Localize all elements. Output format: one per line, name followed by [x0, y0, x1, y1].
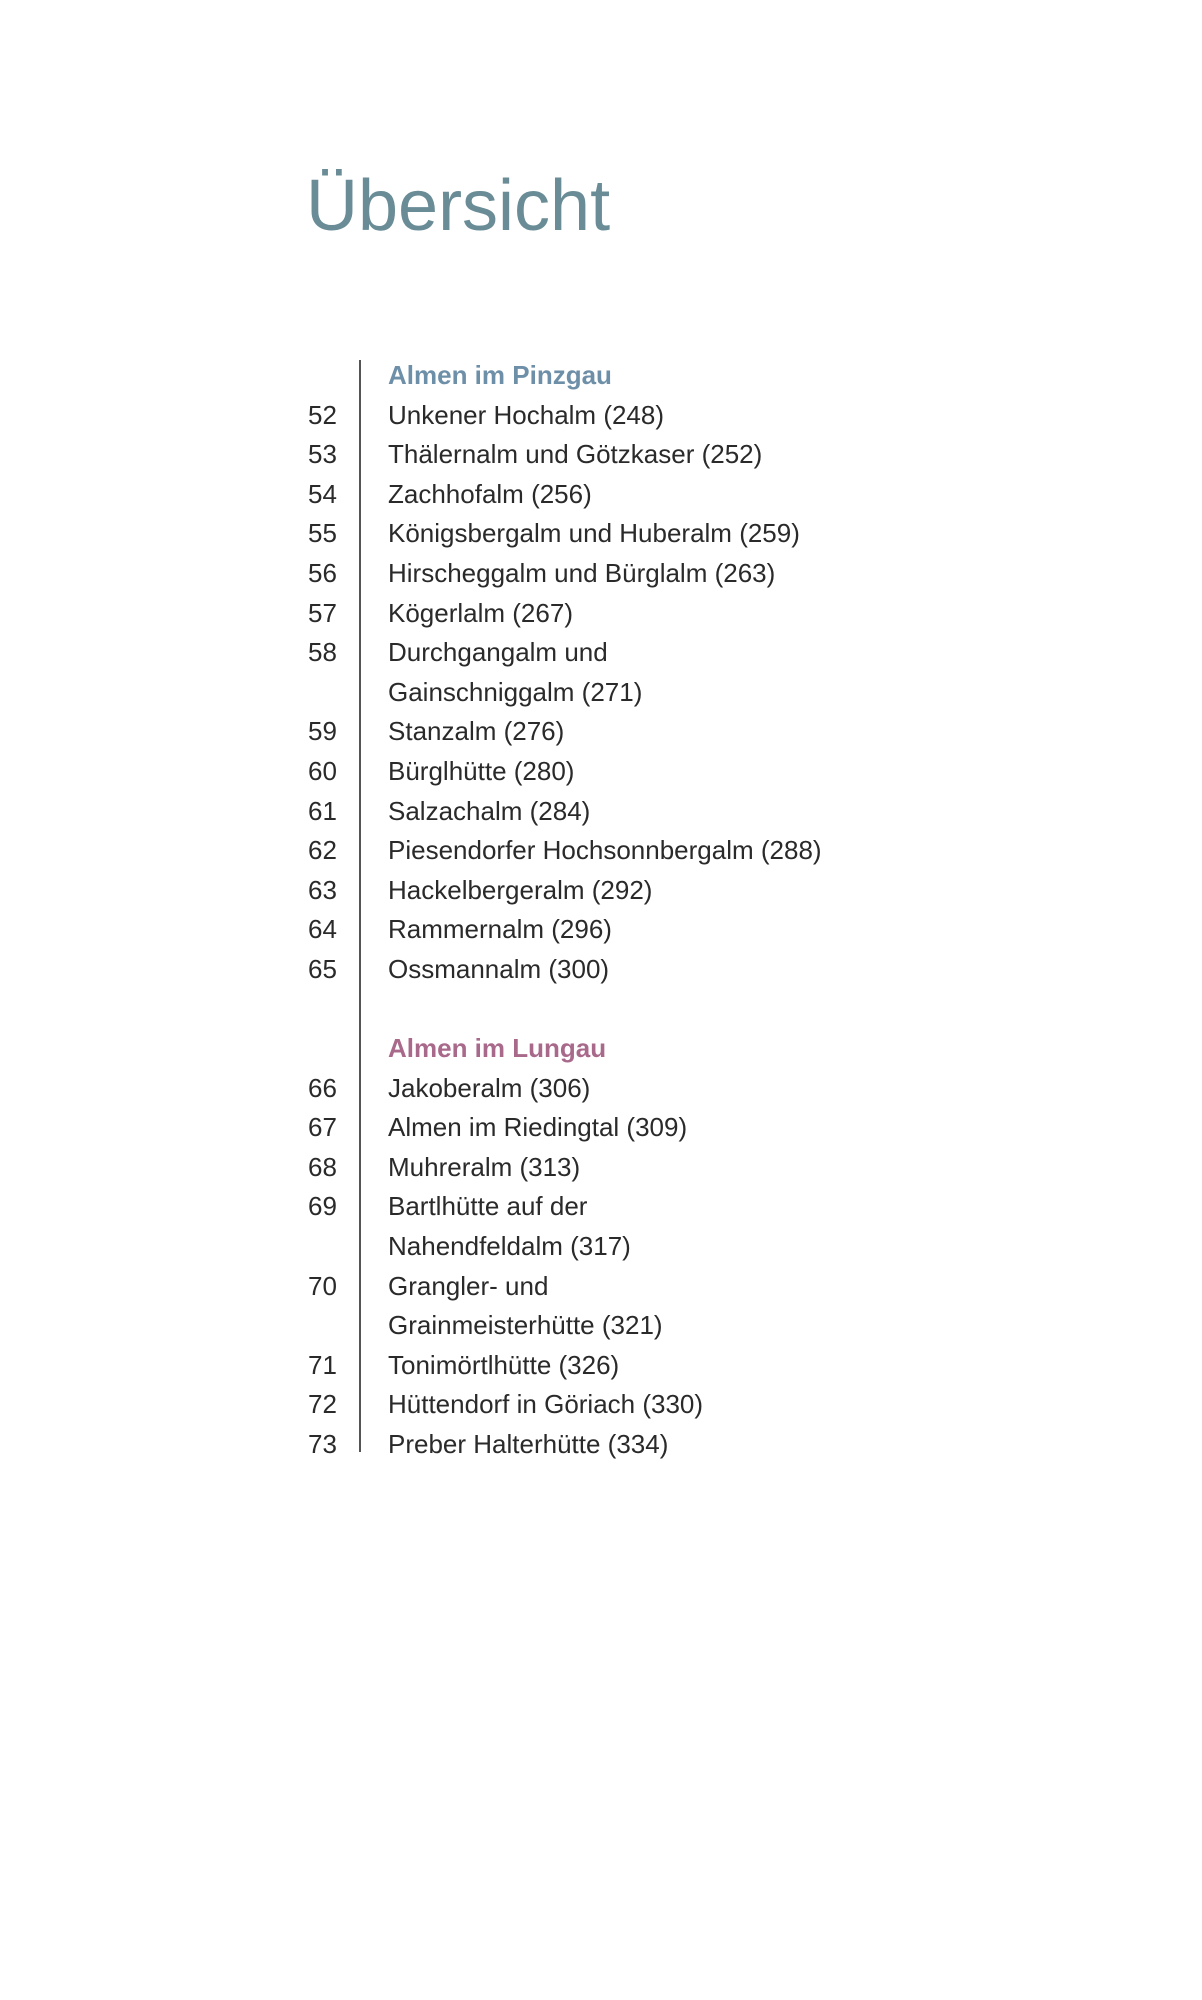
toc-entry-number: 70	[308, 1270, 337, 1301]
toc-entry-continuation[interactable]	[0, 673, 1202, 713]
toc-entry-title: Bürglhütte (280)	[388, 755, 575, 786]
toc-entry-number: 57	[308, 597, 337, 628]
toc-entry-number: 63	[308, 874, 337, 905]
toc-entry[interactable]	[0, 712, 1202, 752]
toc-entry[interactable]	[0, 396, 1202, 436]
toc-entry-number: 52	[308, 399, 337, 430]
toc-entry[interactable]	[0, 1069, 1202, 1109]
toc-entry[interactable]	[0, 1346, 1202, 1386]
toc-entry-title: Stanzalm (276)	[388, 716, 565, 747]
toc-entry[interactable]	[0, 554, 1202, 594]
toc-entry-title: Thälernalm und Götzkaser (252)	[388, 439, 763, 470]
toc-entry[interactable]	[0, 792, 1202, 832]
toc-entry-number: 55	[308, 518, 337, 549]
toc-entry-continuation[interactable]	[0, 1306, 1202, 1346]
toc-entry[interactable]	[0, 633, 1202, 673]
section-spacer	[0, 990, 1202, 1030]
toc-entry-title: Hüttendorf in Göriach (330)	[388, 1389, 704, 1420]
section-heading-pinzgau	[0, 356, 1202, 396]
toc-entry-title: Hackelbergeralm (292)	[388, 874, 653, 905]
toc-entry-number: 66	[308, 1072, 337, 1103]
toc-entry-number: 71	[308, 1349, 337, 1380]
toc-entry-title: Hirscheggalm und Bürglalm (263)	[388, 557, 776, 588]
toc-entry-number: 61	[308, 795, 337, 826]
toc-entry-number: 73	[308, 1429, 337, 1460]
toc-entry[interactable]	[0, 514, 1202, 554]
toc-entry-title: Salzachalm (284)	[388, 795, 591, 826]
toc-entry-title: Bartlhütte auf der	[388, 1191, 588, 1222]
toc-entry-title: Tonimörtlhütte (326)	[388, 1349, 620, 1380]
toc-entry-title: Unkener Hochalm (248)	[388, 399, 665, 430]
section-heading-label: Almen im Lungau	[388, 1033, 607, 1064]
toc-entry[interactable]	[0, 475, 1202, 515]
toc-entry-title-line2: Gainschniggalm (271)	[388, 676, 643, 707]
toc-entry[interactable]	[0, 1148, 1202, 1188]
toc-entry-number: 69	[308, 1191, 337, 1222]
toc-entry-number: 64	[308, 914, 337, 945]
toc-entry-title-line2: Nahendfeldalm (317)	[388, 1231, 631, 1262]
toc-entry[interactable]	[0, 1385, 1202, 1425]
toc-entry-number: 59	[308, 716, 337, 747]
toc-entry[interactable]	[0, 871, 1202, 911]
toc-entry-number: 53	[308, 439, 337, 470]
toc-entry-continuation[interactable]	[0, 1227, 1202, 1267]
toc-entry-number: 56	[308, 557, 337, 588]
toc-entry[interactable]	[0, 831, 1202, 871]
toc-entry-title: Jakoberalm (306)	[388, 1072, 591, 1103]
toc-entry-title: Durchgangalm und	[388, 637, 608, 668]
toc-entry-number: 72	[308, 1389, 337, 1420]
toc-entry-title: Königsbergalm und Huberalm (259)	[388, 518, 800, 549]
toc-entry-title: Ossmannalm (300)	[388, 953, 610, 984]
toc-entry-number: 67	[308, 1112, 337, 1143]
toc-entry-title: Kögerlalm (267)	[388, 597, 573, 628]
toc-entry-title: Piesendorfer Hochsonnbergalm (288)	[388, 835, 822, 866]
toc-entry-number: 60	[308, 755, 337, 786]
toc-entry[interactable]	[0, 594, 1202, 634]
toc-entry[interactable]	[0, 1108, 1202, 1148]
toc-entry-title: Preber Halterhütte (334)	[388, 1429, 669, 1460]
toc-entry[interactable]	[0, 1187, 1202, 1227]
toc-entry-title-line2: Grainmeisterhütte (321)	[388, 1310, 663, 1341]
toc-entry[interactable]	[0, 950, 1202, 990]
page-title: Übersicht	[306, 166, 611, 246]
toc-entry-number: 68	[308, 1151, 337, 1182]
section-heading-label: Almen im Pinzgau	[388, 360, 612, 390]
toc-entry-title: Grangler- und	[388, 1270, 549, 1301]
toc-entry-number: 54	[308, 478, 337, 509]
toc-entry[interactable]	[0, 1267, 1202, 1307]
toc-entry-number: 58	[308, 637, 337, 668]
toc-entry[interactable]	[0, 435, 1202, 475]
toc-entry-title: Almen im Riedingtal (309)	[388, 1112, 688, 1143]
toc-entry[interactable]	[0, 1425, 1202, 1465]
section-heading-lungau	[0, 1029, 1202, 1069]
table-of-contents	[0, 356, 1202, 1465]
toc-entry-number: 65	[308, 953, 337, 984]
toc-entry[interactable]	[0, 752, 1202, 792]
toc-entry-title: Zachhofalm (256)	[388, 478, 592, 509]
toc-entry[interactable]	[0, 910, 1202, 950]
toc-entry-number: 62	[308, 835, 337, 866]
toc-entry-title: Muhreralm (313)	[388, 1151, 581, 1182]
toc-entry-title: Rammernalm (296)	[388, 914, 612, 945]
